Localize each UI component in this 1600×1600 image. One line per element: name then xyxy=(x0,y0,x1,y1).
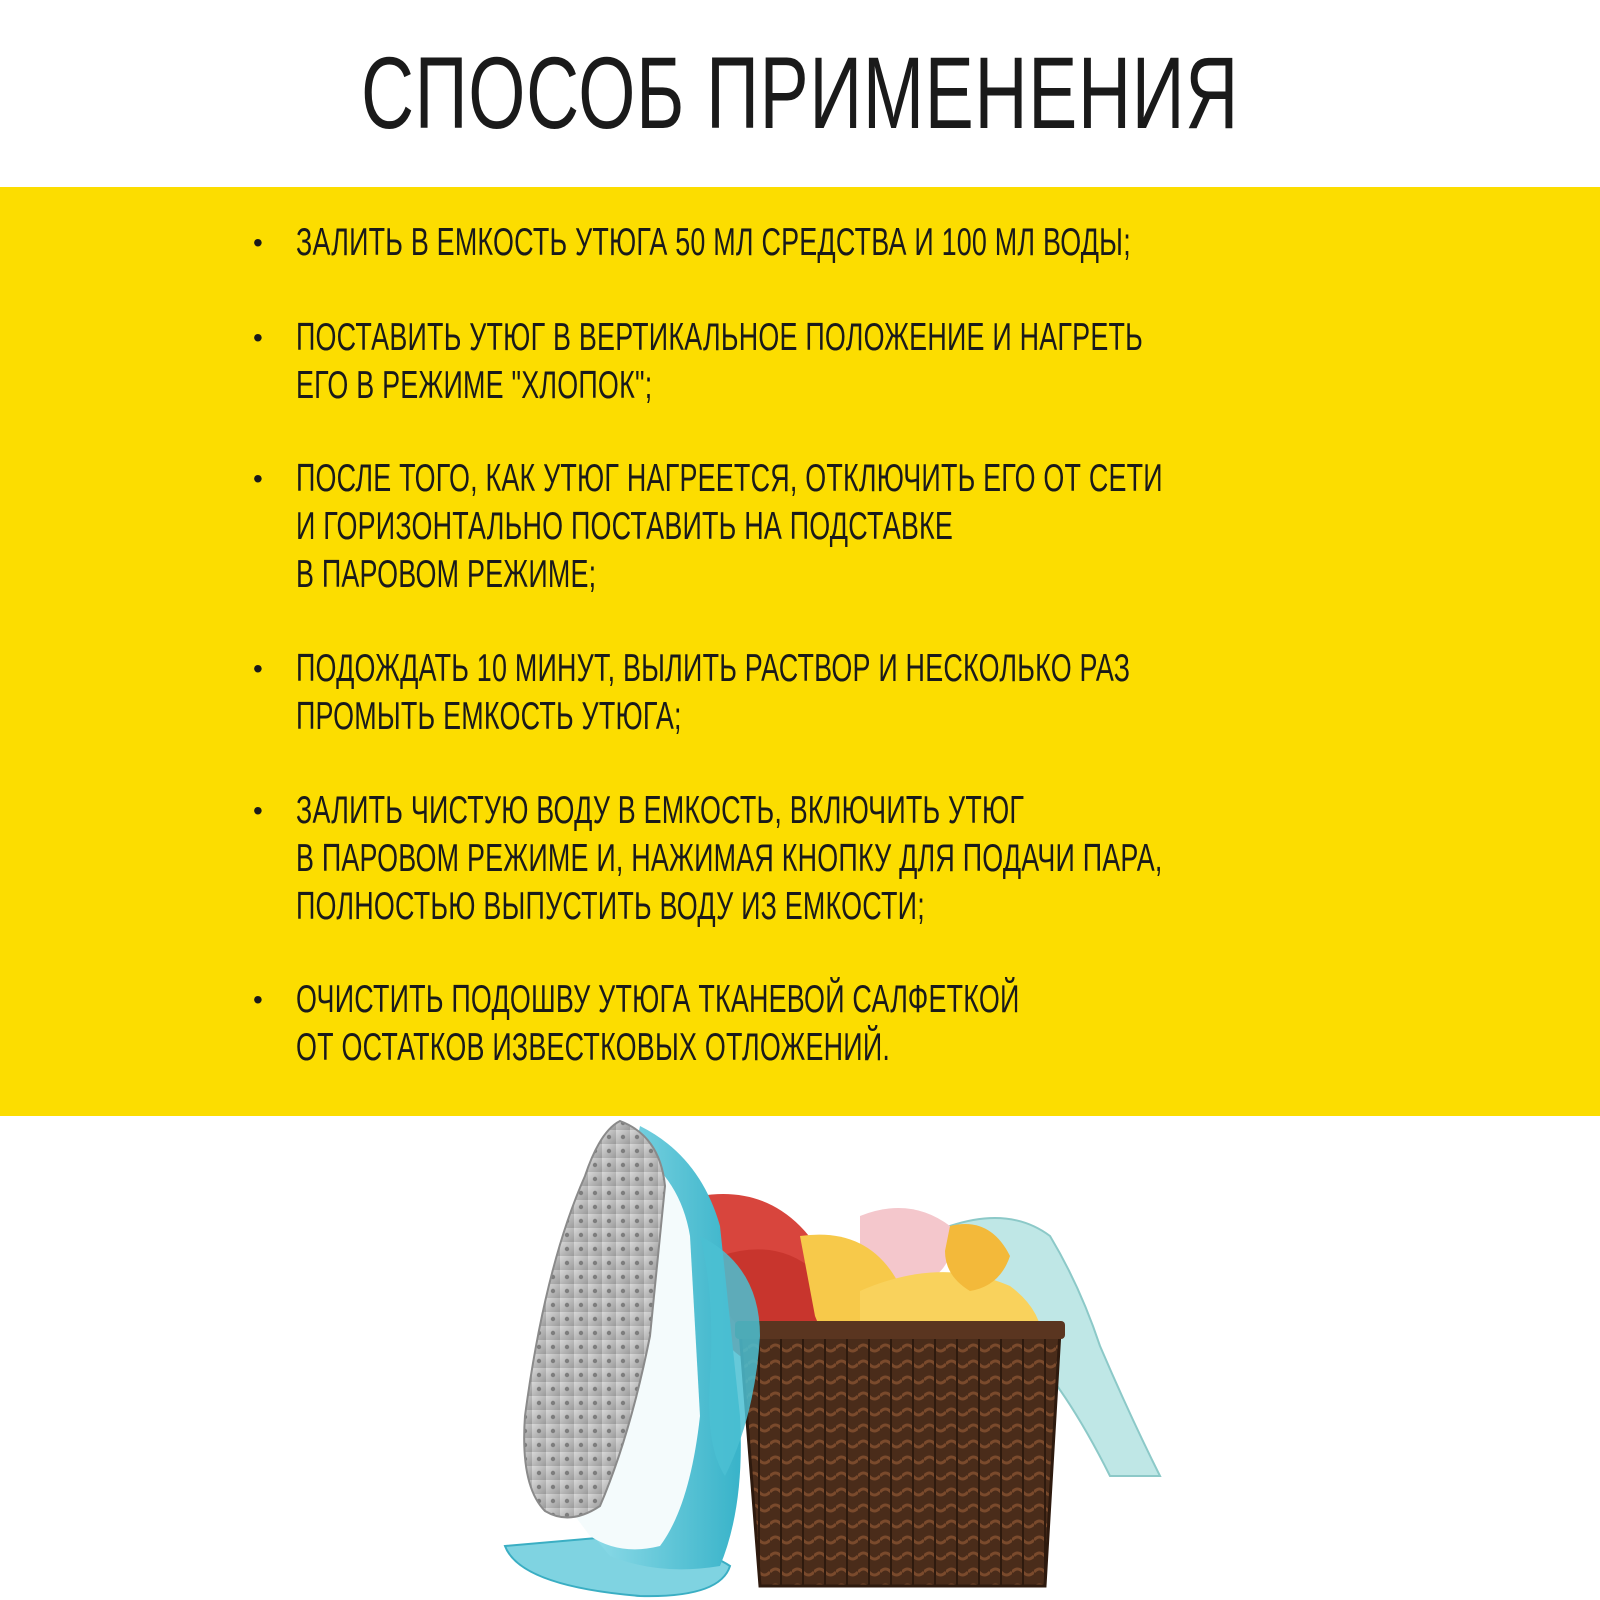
bullet-icon: • xyxy=(253,795,263,826)
bullet-icon: • xyxy=(253,984,263,1015)
step-text: ПОСЛЕ ТОГО, КАК УТЮГ НАГРЕЕТСЯ, ОТКЛЮЧИТЬ ЕГО ОТ СЕТИ И ГОРИЗОНТАЛЬНО ПОСТАВИТЬ НА ПОДСТАВКЕ В ПАРОВОМ РЕЖИМЕ; xyxy=(296,457,1163,596)
bullet-icon: • xyxy=(253,463,263,494)
page-title: СПОСОБ ПРИМЕНЕНИЯ xyxy=(361,36,1239,150)
steam-iron-icon xyxy=(505,1121,760,1596)
bullet-icon: • xyxy=(253,653,263,684)
bullet-icon: • xyxy=(253,322,263,353)
steps-list xyxy=(0,187,1600,1116)
step-text: ОЧИСТИТЬ ПОДОШВУ УТЮГА ТКАНЕВОЙ САЛФЕТКОЙ ОТ ОСТАТКОВ ИЗВЕСТКОВЫХ ОТЛОЖЕНИЙ. xyxy=(296,978,1020,1069)
laundry-basket-icon xyxy=(700,1194,1160,1586)
step-text: ПОДОЖДАТЬ 10 МИНУТ, ВЫЛИТЬ РАСТВОР И НЕСКОЛЬКО РАЗ ПРОМЫТЬ ЕМКОСТЬ УТЮГА; xyxy=(296,647,1131,738)
step-text: ПОСТАВИТЬ УТЮГ В ВЕРТИКАЛЬНОЕ ПОЛОЖЕНИЕ И НАГРЕТЬ ЕГО В РЕЖИМЕ "ХЛОПОК"; xyxy=(296,316,1143,407)
instructions-panel xyxy=(0,187,1600,1116)
step-text: ЗАЛИТЬ ЧИСТУЮ ВОДУ В ЕМКОСТЬ, ВКЛЮЧИТЬ УТЮГ В ПАРОВОМ РЕЖИМЕ И, НАЖИМАЯ КНОПКУ ДЛЯ ПОДАЧИ ПАРА, ПОЛНОСТЬЮ ВЫПУСТИТЬ ВОДУ ИЗ ЕМКОСТИ; xyxy=(296,789,1163,928)
step-text: ЗАЛИТЬ В ЕМКОСТЬ УТЮГА 50 МЛ СРЕДСТВА И 100 МЛ ВОДЫ; xyxy=(296,221,1131,264)
bullet-icon: • xyxy=(253,227,263,258)
photo-area xyxy=(0,1116,1600,1600)
iron-and-basket-illustration xyxy=(0,1116,1600,1600)
header xyxy=(0,0,1600,187)
